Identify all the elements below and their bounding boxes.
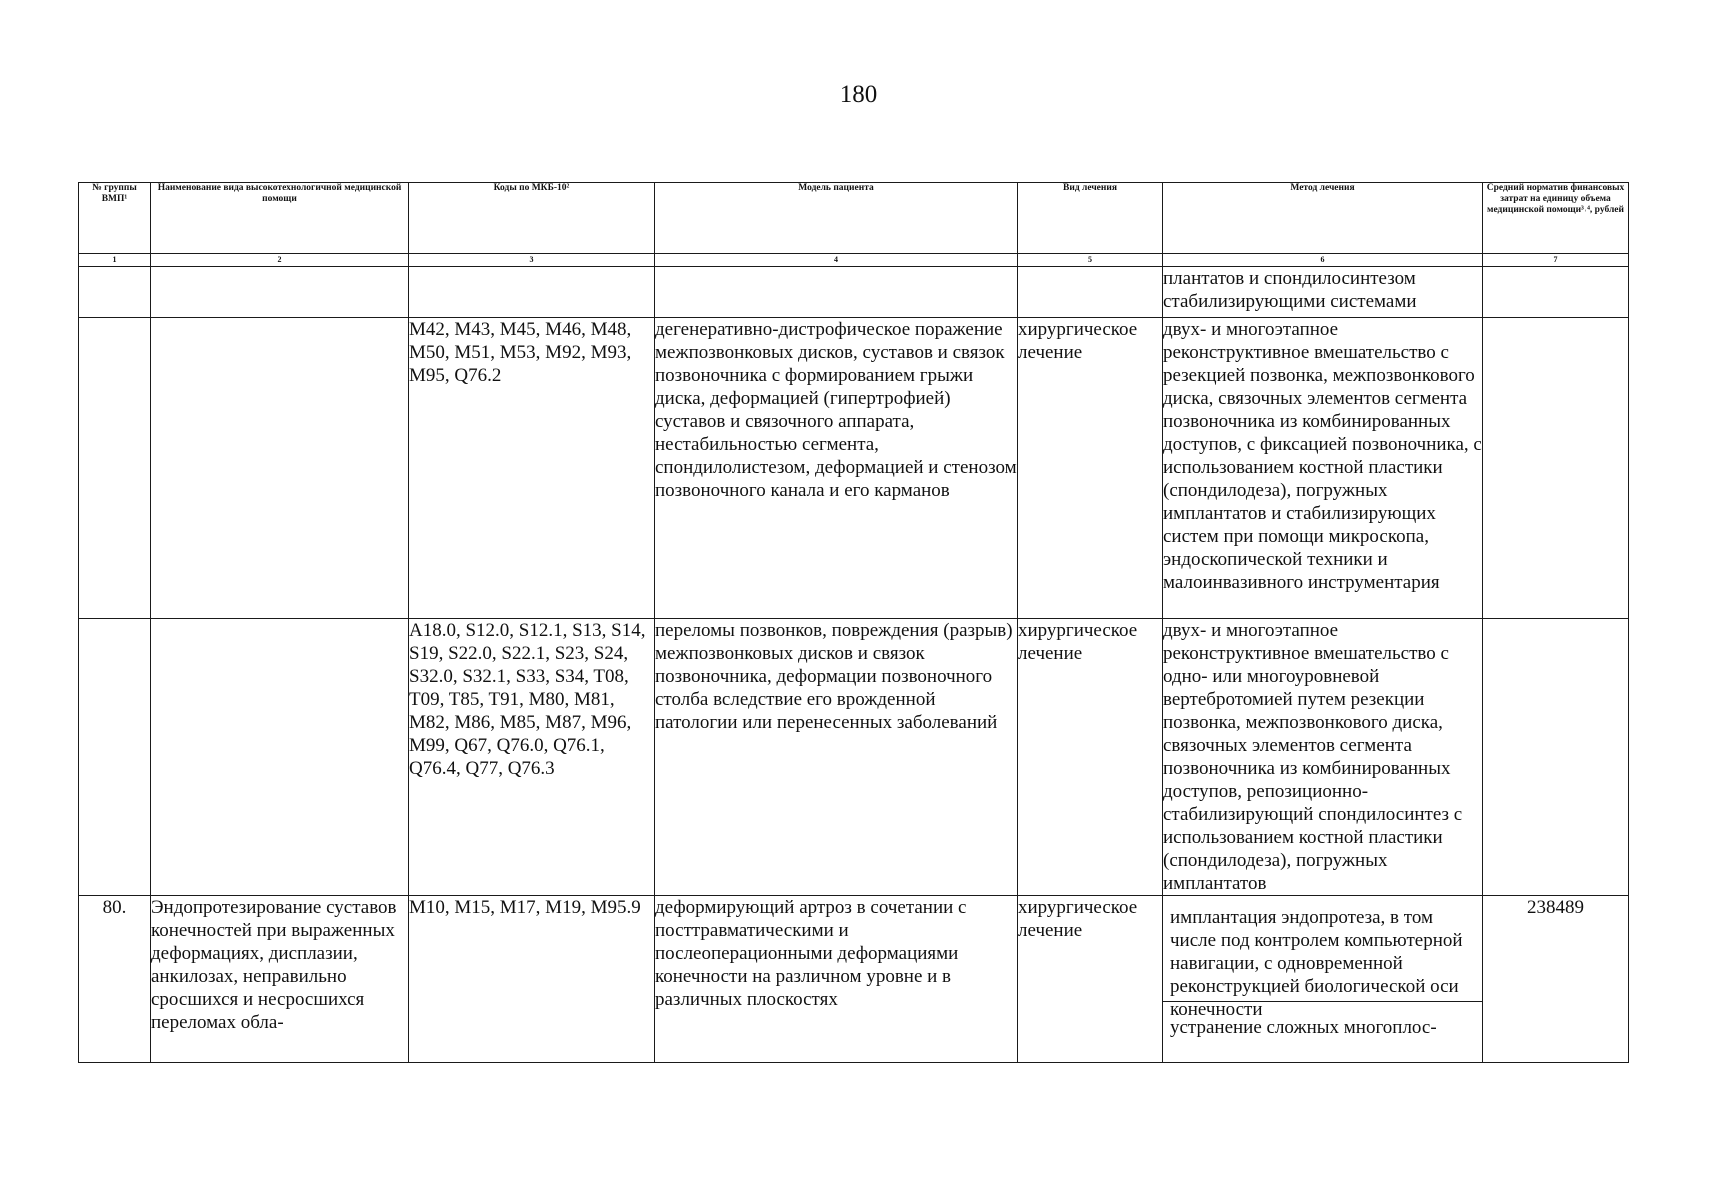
column-number: 3 <box>409 254 655 267</box>
treatment-type-cell: хирургическое лечение <box>1018 619 1163 896</box>
treatment-type-cell: хирургическое лечение <box>1018 318 1163 619</box>
treatment-method-text: имплантация эндопротеза, в том числе под контролем компьютерной навигации, с одновременной реконструкцией биологической оси конечности <box>1163 896 1482 1002</box>
treatment-type-cell: хирургическое лечение <box>1018 896 1163 1063</box>
header-average-cost: Средний норматив финансовых затрат на единицу объема медицинской помощи³˒⁴, рублей <box>1483 183 1629 254</box>
group-number-cell <box>79 318 151 619</box>
average-cost-cell <box>1483 619 1629 896</box>
header-treatment-method: Метод лечения <box>1163 183 1483 254</box>
vmp-table <box>78 182 1629 1063</box>
patient-model-cell: переломы позвонков, повреждения (разрыв) межпозвонковых дисков и связок позвоночника, деформации позвоночного столба вследствие его врожденной патологии или перенесенных заболеваний <box>655 619 1018 896</box>
icd-codes-cell: A18.0, S12.0, S12.1, S13, S14, S19, S22.0, S22.1, S23, S24, S32.0, S32.1, S33, S34, T08, T09, T85, T91, M80, M81, M82, M86, M85, M87, M96, M99, Q67, Q76.0, Q76.1, Q76.4, Q77, Q76.3 <box>409 619 655 896</box>
average-cost-cell <box>1483 267 1629 318</box>
treatment-method-cell: двух- и многоэтапное реконструктивное вмешательство с одно- или многоуровневой вертебротомией путем резекции позвонка, межпозвонкового диска, связочных элементов сегмента позвоночника из комбинированных доступов, репозиционно-стабилизирующий спондилосинтез с использованием костной пластики (спондилодеза), погружных имплантатов <box>1163 619 1483 896</box>
column-number: 5 <box>1018 254 1163 267</box>
group-number-cell <box>79 619 151 896</box>
header-row <box>79 183 1629 254</box>
treatment-method-cell <box>1163 896 1483 1063</box>
header-group-number: № группы ВМП¹ <box>79 183 151 254</box>
average-cost-cell: 238489 <box>1483 896 1629 1063</box>
treatment-method-cell: двух- и многоэтапное реконструктивное вмешательство с резекцией позвонка, межпозвонкового диска, связочных элементов сегмента позвоночника из комбинированных доступов, с фиксацией позвоночника, с использованием костной пластики (спондилодеза), погружных имплантатов и стабилизирующих систем при помощи микроскопа, эндоскопической техники и малоинвазивного инструментария <box>1163 318 1483 619</box>
column-number: 7 <box>1483 254 1629 267</box>
page-number: 180 <box>839 81 878 108</box>
table-row <box>79 318 1629 619</box>
care-type-name-cell <box>151 318 409 619</box>
column-number: 4 <box>655 254 1018 267</box>
treatment-method-continued-text: устранение сложных многоплос- <box>1170 1017 1437 1038</box>
treatment-type-cell <box>1018 267 1163 318</box>
header-care-type-name: Наименование вида высокотехнологичной медицинской помощи <box>151 183 409 254</box>
group-number-cell <box>79 267 151 318</box>
table-row <box>79 619 1629 896</box>
care-type-name-cell: Эндопротезирование суставов конечностей при выраженных деформациях, дисплазии, анкилозах, неправильно сросшихся и несросшихся переломах обла- <box>151 896 409 1063</box>
column-number: 1 <box>79 254 151 267</box>
icd-codes-cell: M42, M43, M45, M46, M48, M50, M51, M53, M92, M93, M95, Q76.2 <box>409 318 655 619</box>
patient-model-cell <box>655 267 1018 318</box>
column-number: 6 <box>1163 254 1483 267</box>
patient-model-cell: дегенеративно-дистрофическое поражение межпозвонковых дисков, суставов и связок позвоночника с формированием грыжи диска, деформацией (гипертрофией) суставов и связочного аппарата, нестабильностью сегмента, спондилолистезом, деформацией и стенозом позвоночного канала и его карманов <box>655 318 1018 619</box>
icd-codes-cell: M10, M15, M17, M19, M95.9 <box>409 896 655 1063</box>
treatment-method-cell: плантатов и спондилосинтезом стабилизирующими системами <box>1163 267 1483 318</box>
care-type-name-cell <box>151 267 409 318</box>
header-patient-model: Модель пациента <box>655 183 1018 254</box>
care-type-name-cell <box>151 619 409 896</box>
group-number-cell: 80. <box>79 896 151 1063</box>
average-cost-cell <box>1483 318 1629 619</box>
column-number-row <box>79 254 1629 267</box>
table-row <box>79 896 1629 1063</box>
table-row <box>79 267 1629 318</box>
icd-codes-cell <box>409 267 655 318</box>
header-icd-codes: Коды по МКБ-10² <box>409 183 655 254</box>
patient-model-cell: деформирующий артроз в сочетании с посттравматическими и послеоперационными деформациями конечности на различном уровне и в различных плоскостях <box>655 896 1018 1063</box>
header-treatment-type: Вид лечения <box>1018 183 1163 254</box>
column-number: 2 <box>151 254 409 267</box>
